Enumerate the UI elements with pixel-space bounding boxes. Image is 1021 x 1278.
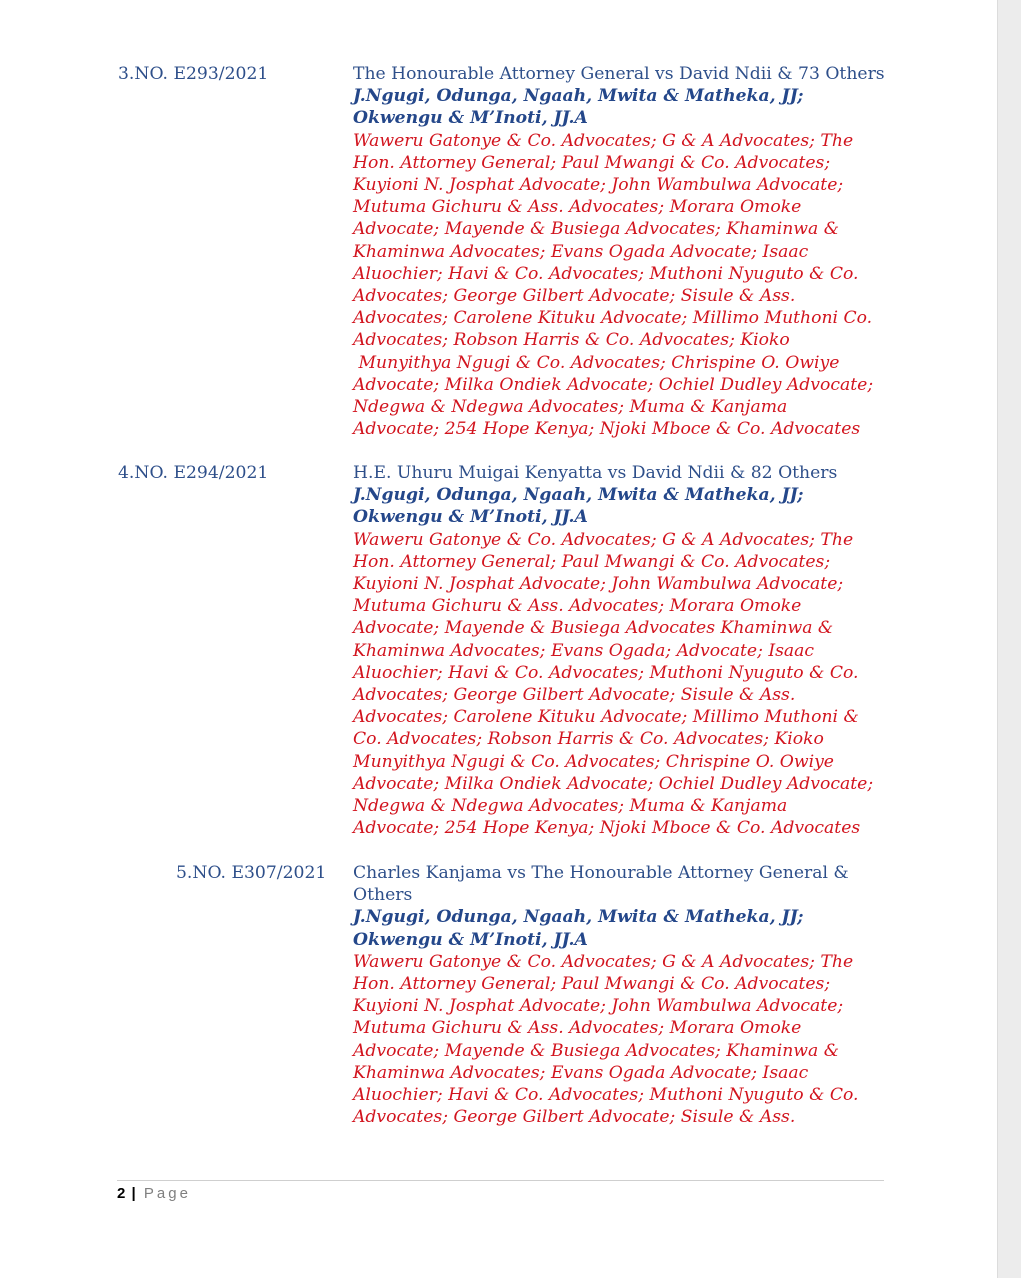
advocates-line: Advocate; Milka Ondiek Advocate; Ochiel Dudley Advocate; xyxy=(353,773,874,794)
case-number: 3.NO. E293/2021 xyxy=(118,64,269,84)
advocates-line: Munyithya Ngugi & Co. Advocates; Chrispine O. Owiye xyxy=(353,352,840,373)
advocates-line: Waweru Gatonye & Co. Advocates; G & A Advocates; The xyxy=(353,130,854,151)
advocates-line: Advocate; Milka Ondiek Advocate; Ochiel Dudley Advocate; xyxy=(353,374,874,395)
case-title: Charles Kanjama vs The Honourable Attorney General & Others xyxy=(353,863,849,906)
case-judges xyxy=(353,484,888,528)
case-judges xyxy=(353,85,888,129)
case-title: The Honourable Attorney General vs David Ndii & 73 Others xyxy=(353,64,885,84)
case-advocates xyxy=(353,130,888,441)
case-details xyxy=(353,862,888,1128)
advocates-line: Khaminwa Advocates; Evans Ogada Advocate; Isaac xyxy=(353,1062,809,1083)
judges-line: Okwengu & M’Inoti, JJ.A xyxy=(353,108,588,129)
page-footer xyxy=(117,1185,191,1202)
advocates-line: Aluochier; Havi & Co. Advocates; Muthoni Nyuguto & Co. xyxy=(353,1085,859,1106)
advocates-line: Kuyioni N. Josphat Advocate; John Wambulwa Advocate; xyxy=(353,996,844,1017)
case-details xyxy=(353,63,888,440)
advocates-line: Advocate; Mayende & Busiega Advocates; Khaminwa & xyxy=(353,1040,840,1061)
footer-divider xyxy=(117,1180,884,1181)
case-title: H.E. Uhuru Muigai Kenyatta vs David Ndii & 82 Others xyxy=(353,463,838,483)
case-number: 4.NO. E294/2021 xyxy=(118,463,269,483)
advocates-line: Waweru Gatonye & Co. Advocates; G & A Advocates; The xyxy=(353,529,854,550)
case-judges xyxy=(353,906,888,950)
case-advocates xyxy=(353,951,888,1129)
advocates-line: Advocates; Carolene Kituku Advocate; Millimo Muthoni & xyxy=(353,707,859,728)
advocates-line: Khaminwa Advocates; Evans Ogada Advocate; Isaac xyxy=(353,241,809,262)
advocates-line: Advocates; Carolene Kituku Advocate; Millimo Muthoni Co. xyxy=(353,308,873,329)
case-number: 5.NO. E307/2021 xyxy=(176,863,327,883)
advocates-line: Khaminwa Advocates; Evans Ogada; Advocate; Isaac xyxy=(353,640,815,661)
judges-line: J.Ngugi, Odunga, Ngaah, Mwita & Matheka, JJ; xyxy=(353,485,804,506)
page-label: Page xyxy=(143,1185,191,1202)
advocates-line: Ndegwa & Ndegwa Advocates; Muma & Kanjama xyxy=(353,796,788,817)
case-details xyxy=(353,462,888,839)
advocates-line: Advocate; 254 Hope Kenya; Njoki Mboce & Co. Advocates xyxy=(353,818,861,839)
advocates-line: Kuyioni N. Josphat Advocate; John Wambulwa Advocate; xyxy=(353,574,844,595)
advocates-line: Mutuma Gichuru & Ass. Advocates; Morara Omoke xyxy=(353,596,802,617)
viewer-side-strip xyxy=(997,0,1021,1278)
advocates-line: Advocate; Mayende & Busiega Advocates; Khaminwa & xyxy=(353,219,840,240)
advocates-line: Advocate; Mayende & Busiega Advocates Khaminwa & xyxy=(353,618,834,639)
footer-separator: | xyxy=(131,1185,136,1202)
judges-line: J.Ngugi, Odunga, Ngaah, Mwita & Matheka, JJ; xyxy=(353,907,804,928)
advocates-line: Ndegwa & Ndegwa Advocates; Muma & Kanjama xyxy=(353,397,788,418)
advocates-line: Hon. Attorney General; Paul Mwangi & Co. Advocates; xyxy=(353,152,831,173)
advocates-line: Aluochier; Havi & Co. Advocates; Muthoni Nyuguto & Co. xyxy=(353,662,859,683)
advocates-line: Advocates; George Gilbert Advocate; Sisule & Ass. xyxy=(353,685,796,706)
judges-line: J.Ngugi, Odunga, Ngaah, Mwita & Matheka, JJ; xyxy=(353,86,804,107)
advocates-line: Co. Advocates; Robson Harris & Co. Advocates; Kioko xyxy=(353,729,824,750)
advocates-line: Advocates; George Gilbert Advocate; Sisule & Ass. xyxy=(353,1107,796,1128)
judges-line: Okwengu & M’Inoti, JJ.A xyxy=(353,507,588,528)
page-number: 2 xyxy=(117,1185,126,1202)
advocates-line: Hon. Attorney General; Paul Mwangi & Co. Advocates; xyxy=(353,551,831,572)
case-advocates xyxy=(353,529,888,840)
advocates-line: Hon. Attorney General; Paul Mwangi & Co. Advocates; xyxy=(353,974,831,995)
advocates-line: Munyithya Ngugi & Co. Advocates; Chrispine O. Owiye xyxy=(353,751,834,772)
advocates-line: Mutuma Gichuru & Ass. Advocates; Morara Omoke xyxy=(353,197,802,218)
advocates-line: Advocates; George Gilbert Advocate; Sisule & Ass. xyxy=(353,286,796,307)
judges-line: Okwengu & M’Inoti, JJ.A xyxy=(353,929,588,950)
advocates-line: Advocate; 254 Hope Kenya; Njoki Mboce & Co. Advocates xyxy=(353,419,861,440)
advocates-line: Advocates; Robson Harris & Co. Advocates; Kioko xyxy=(353,330,790,351)
advocates-line: Kuyioni N. Josphat Advocate; John Wambulwa Advocate; xyxy=(353,175,844,196)
advocates-line: Waweru Gatonye & Co. Advocates; G & A Advocates; The xyxy=(353,951,854,972)
advocates-line: Mutuma Gichuru & Ass. Advocates; Morara Omoke xyxy=(353,1018,802,1039)
advocates-line: Aluochier; Havi & Co. Advocates; Muthoni Nyuguto & Co. xyxy=(353,263,859,284)
